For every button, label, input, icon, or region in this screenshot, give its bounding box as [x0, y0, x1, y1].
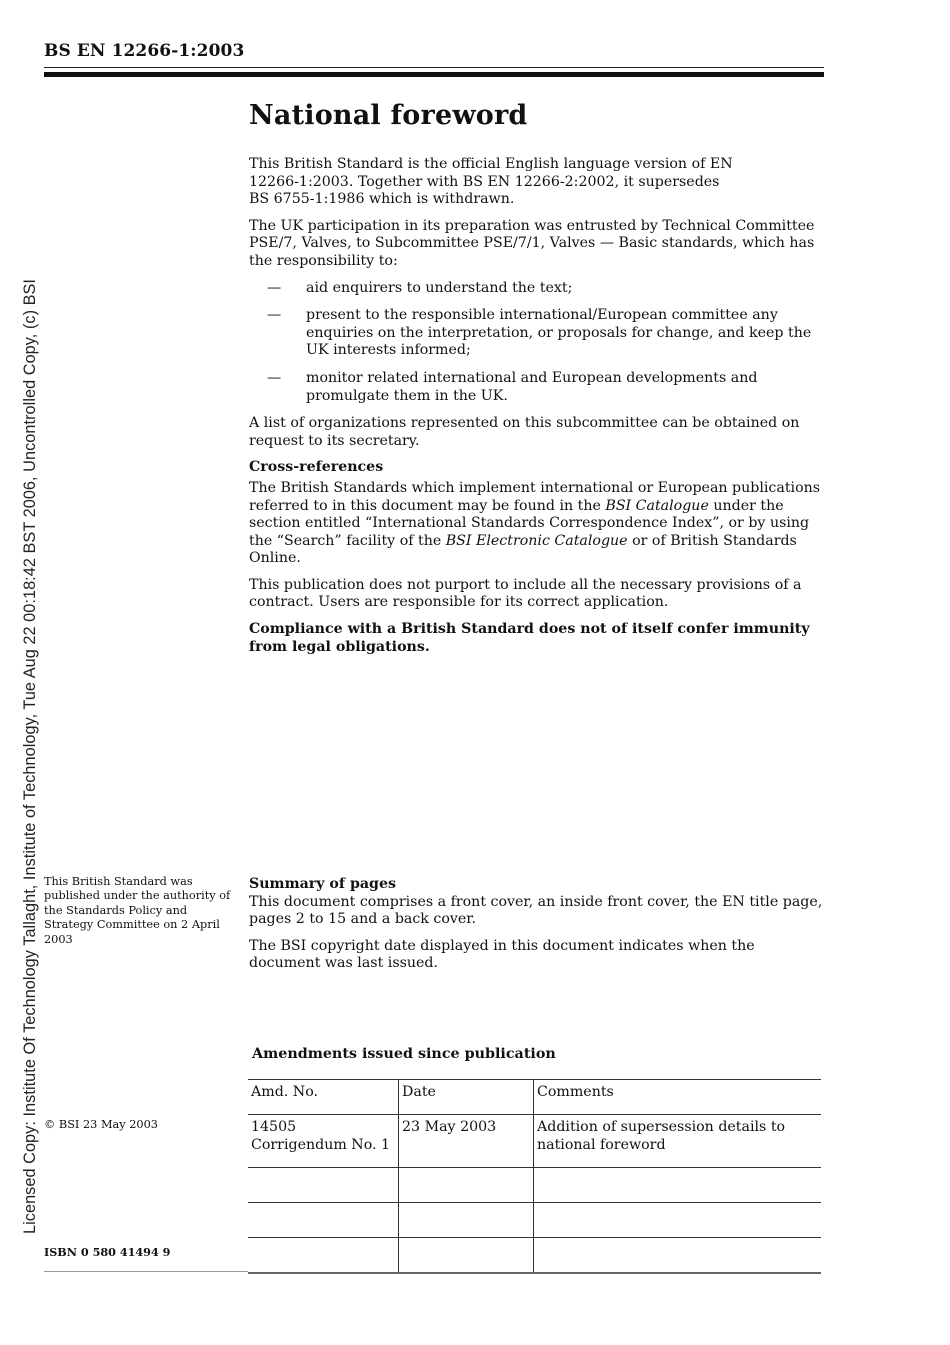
- list-item-text: monitor related international and European developments and promulgate them in the UK.: [306, 369, 758, 404]
- table-row: [248, 1203, 821, 1238]
- crossref-text-2: under the section entitled “International Standards Correspondence Index”, or by using the “Search” facility of the: [249, 497, 810, 549]
- header-thin-rule: [44, 67, 824, 68]
- copyright-date-paragraph: The BSI copyright date displayed in this document indicates when the document was last issued.: [249, 937, 755, 972]
- cross-references-heading: Cross-references: [249, 459, 384, 476]
- list-item: [249, 280, 825, 298]
- footer-left-rule: [44, 1271, 248, 1272]
- amd-corrigendum-value: Corrigendum No. 1: [251, 1136, 391, 1153]
- list-item: [249, 307, 825, 360]
- summary-of-pages: [249, 876, 825, 982]
- provisions-paragraph: This publication does not purport to include all the necessary provisions of a contract. Users are responsible for its correct application.: [249, 576, 802, 611]
- date-cell: 23 May 2003: [399, 1115, 534, 1168]
- list-item-text: aid enquirers to understand the text;: [306, 279, 573, 296]
- empty-cell: [248, 1168, 399, 1203]
- empty-cell: [534, 1238, 822, 1274]
- crossref-text-3: or of British Standards Online.: [249, 532, 797, 567]
- list-item-text: present to the responsible international/European committee any enquiries on the interpretation, or proposals for change, and keep the UK interests informed;: [306, 307, 812, 359]
- page-title: National foreword: [249, 100, 528, 131]
- column-header-amd-no: Amd. No.: [248, 1080, 399, 1115]
- crossref-text-1: The British Standards which implement international or European publications referred to in this document may be found in the: [249, 479, 821, 514]
- amendments-title: Amendments issued since publication: [252, 1046, 556, 1062]
- empty-cell: [248, 1203, 399, 1238]
- amd-no-value: 14505: [251, 1119, 297, 1135]
- bsi-electronic-catalogue-title: BSI Electronic Catalogue: [445, 532, 628, 549]
- empty-cell: [399, 1238, 534, 1274]
- dash-bullet: —: [267, 279, 282, 296]
- isbn-number: ISBN 0 580 41494 9: [44, 1245, 171, 1259]
- foreword-body: [249, 156, 825, 665]
- comments-cell: Addition of supersession details to national foreword: [534, 1115, 822, 1168]
- organizations-paragraph: A list of organizations represented on this subcommittee can be obtained on request to its secretary.: [249, 415, 800, 449]
- empty-cell: [399, 1168, 534, 1203]
- license-watermark: Licensed Copy: Institute Of Technology Tallaght, Institute of Technology, Tue Aug 22 00:18:42 BST 2006, Uncontrolled Copy, (c) BSI: [21, 278, 39, 1234]
- table-row: [248, 1168, 821, 1203]
- copyright-notice: © BSI 23 May 2003: [44, 1118, 158, 1131]
- cross-references-paragraph: [249, 480, 825, 568]
- column-header-comments: Comments: [534, 1080, 822, 1115]
- list-item: [249, 370, 825, 405]
- table-row: [248, 1115, 821, 1168]
- document-id-header: BS EN 12266-1:2003: [44, 41, 245, 61]
- table-header-row: [248, 1080, 821, 1115]
- summary-paragraph: This document comprises a front cover, an inside front cover, the EN title page, pages 2 to 15 and a back cover.: [249, 893, 823, 928]
- header-thick-rule: [44, 72, 824, 77]
- empty-cell: [534, 1168, 822, 1203]
- compliance-statement: Compliance with a British Standard does not of itself confer immunity from legal obligations.: [249, 621, 810, 655]
- empty-cell: [534, 1203, 822, 1238]
- summary-heading: Summary of pages: [249, 876, 396, 892]
- empty-cell: [248, 1238, 399, 1274]
- responsibility-list: [249, 280, 825, 406]
- bsi-catalogue-title: BSI Catalogue: [605, 497, 709, 514]
- participation-paragraph: The UK participation in its preparation was entrusted by Technical Committee PSE/7, Valves, to Subcommittee PSE/7/1, Valves — Basic standards, which has the responsibility to:: [249, 217, 815, 269]
- dash-bullet: —: [267, 369, 282, 386]
- amendments-table: [248, 1079, 821, 1274]
- intro-paragraph: This British Standard is the official English language version of EN 12266-1:2003. Together with BS EN 12266-2:2002, it supersedes BS 6755-1:1986 which is withdrawn.: [249, 156, 733, 208]
- dash-bullet: —: [267, 307, 282, 324]
- publication-authority-note: This British Standard was published under the authority of the Standards Policy and Strategy Committee on 2 April 2003: [44, 875, 231, 946]
- table-row: [248, 1238, 821, 1274]
- column-header-date: Date: [399, 1080, 534, 1115]
- empty-cell: [399, 1203, 534, 1238]
- amd-no-cell: [248, 1115, 399, 1168]
